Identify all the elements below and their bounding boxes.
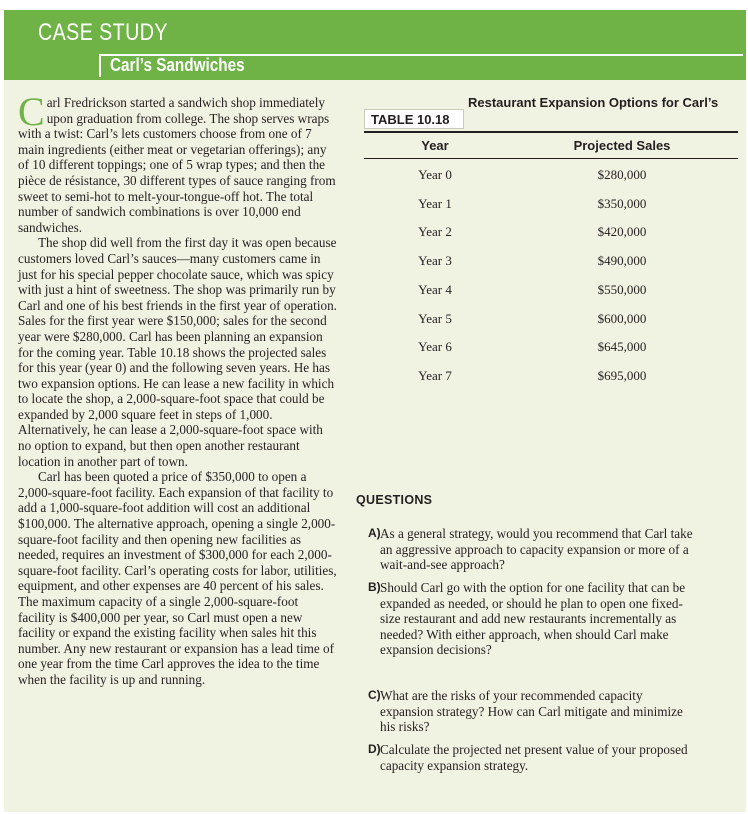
table-top-rule xyxy=(364,131,738,133)
table-row xyxy=(364,333,738,361)
question-text: What are the risks of your recommended capacity expansion strategy? How can Carl mitigate and minimize his risks? xyxy=(380,688,683,735)
question-text: Calculate the projected net present value of your proposed capacity expansion strategy. xyxy=(380,742,688,773)
table-cell-sales: $695,000 xyxy=(597,367,647,383)
drop-cap: C xyxy=(18,89,45,134)
case-study-subtitle: Carl’s Sandwiches xyxy=(110,55,245,75)
table-cell-sales: $600,000 xyxy=(597,310,647,326)
question-item xyxy=(368,688,698,735)
table-cell-sales: $550,000 xyxy=(597,281,647,297)
body-paragraph-3: Carl has been quoted a price of $350,000 to open a 2,000-square-foot facility. Each expansion of that facility to add a 1,000-square-foot addition will cost an additional $100,000. The alternative approach, opening a single 2,000-square-foot facility and then opening new facilities as needed, requires an investment of $300,000 for each 2,000-square-foot facility. Carl’s operating costs for labor, utilities, equipment, and other expenses are 40 percent of his sales. The maximum capacity of a single 2,000-square-foot facility is $400,000 per year, so Carl must open a new facility or expand the existing facility when sales hit this number. Any new restaurant or expansion has a lead time of one year from the time Carl approves the idea to the time when the facility is up and running. xyxy=(18,469,337,687)
table-cell-year: Year 4 xyxy=(418,281,452,297)
case-study-title: CASE STUDY xyxy=(38,19,168,46)
table-header-year: Year xyxy=(421,138,449,153)
case-body-text xyxy=(18,89,338,688)
table-cell-sales: $280,000 xyxy=(597,167,647,182)
table-cell-year: Year 0 xyxy=(418,167,452,182)
table-cell-sales: $350,000 xyxy=(597,195,647,211)
question-marker: B) xyxy=(368,580,381,594)
table-cell-year: Year 3 xyxy=(418,253,452,269)
table-cell-year: Year 7 xyxy=(418,367,452,383)
table-caption xyxy=(364,92,744,132)
question-item xyxy=(368,526,698,573)
question-marker: C) xyxy=(368,688,381,702)
question-item xyxy=(368,742,698,773)
table-header-projected-sales: Projected Sales xyxy=(573,138,671,153)
questions-heading: QUESTIONS xyxy=(356,493,433,507)
table-row xyxy=(364,362,738,390)
table-row xyxy=(364,161,738,189)
question-text: As a general strategy, would you recommend that Carl take an aggressive approach to capacity expansion or more of a wait-and-see approach? xyxy=(380,526,693,573)
table-cell-year: Year 5 xyxy=(418,310,452,326)
table-cell-sales: $420,000 xyxy=(597,224,647,240)
table-header-rule xyxy=(364,158,738,159)
table-row xyxy=(364,190,738,218)
question-marker: A) xyxy=(368,526,381,540)
table-row xyxy=(364,218,738,246)
table-cell-sales: $490,000 xyxy=(597,253,647,269)
table-cell-sales: $645,000 xyxy=(597,339,647,355)
table-label: TABLE 10.18 xyxy=(364,109,464,129)
table-title: Restaurant Expansion Options for Carl’s xyxy=(468,95,719,110)
body-paragraph-2: The shop did well from the first day it was open because customers loved Carl’s sauces—many customers came in just for his special pepper chocolate sauce, which was spicy with just a hint of sweetness. The shop was primarily run by Carl and one of his best friends in the first year of operation. Sales for the first year were $150,000; sales for the second year were $280,000. Carl has been planning an expansion for the coming year. Table 10.18 shows the projected sales for this year (year 0) and the following seven years. He has two expansion options. He can lease a new facility in which to locate the shop, a 2,000-square-foot space that could be expanded by 2,000 square feet in steps of 1,000. Alternatively, he can lease a 2,000-square-foot space with no option to expand, but then open another restaurant location in another part of town. xyxy=(18,235,337,469)
header-divider-vertical xyxy=(99,55,101,77)
table-cell-year: Year 1 xyxy=(418,195,452,211)
question-item xyxy=(368,580,698,658)
table-row xyxy=(364,305,738,333)
question-marker: D) xyxy=(368,742,381,756)
table-cell-year: Year 2 xyxy=(418,224,452,240)
table-cell-year: Year 6 xyxy=(418,339,452,355)
body-paragraph-1: Carl Fredrickson started a sandwich shop immediately upon graduation from college. The shop serves wraps with a twist: Carl’s lets customers choose from one of 7 main ingredients (either meat or vegetarian offerings); any of 10 different toppings; one of 5 wrap types; and then the pièce de résistance, 30 different types of sauce ranging from sweet to semi-hot to melt-your-tongue-off hot. The total number of sandwich combinations is over 10,000 end sandwiches. xyxy=(18,89,336,235)
table-row xyxy=(364,247,738,275)
question-text: Should Carl go with the option for one facility that can be expanded as needed, or should he plan to open one fixed-size restaurant and add new restaurants incrementally as needed? With either approach, when should Carl make expansion decisions? xyxy=(380,580,686,658)
table-row xyxy=(364,276,738,304)
